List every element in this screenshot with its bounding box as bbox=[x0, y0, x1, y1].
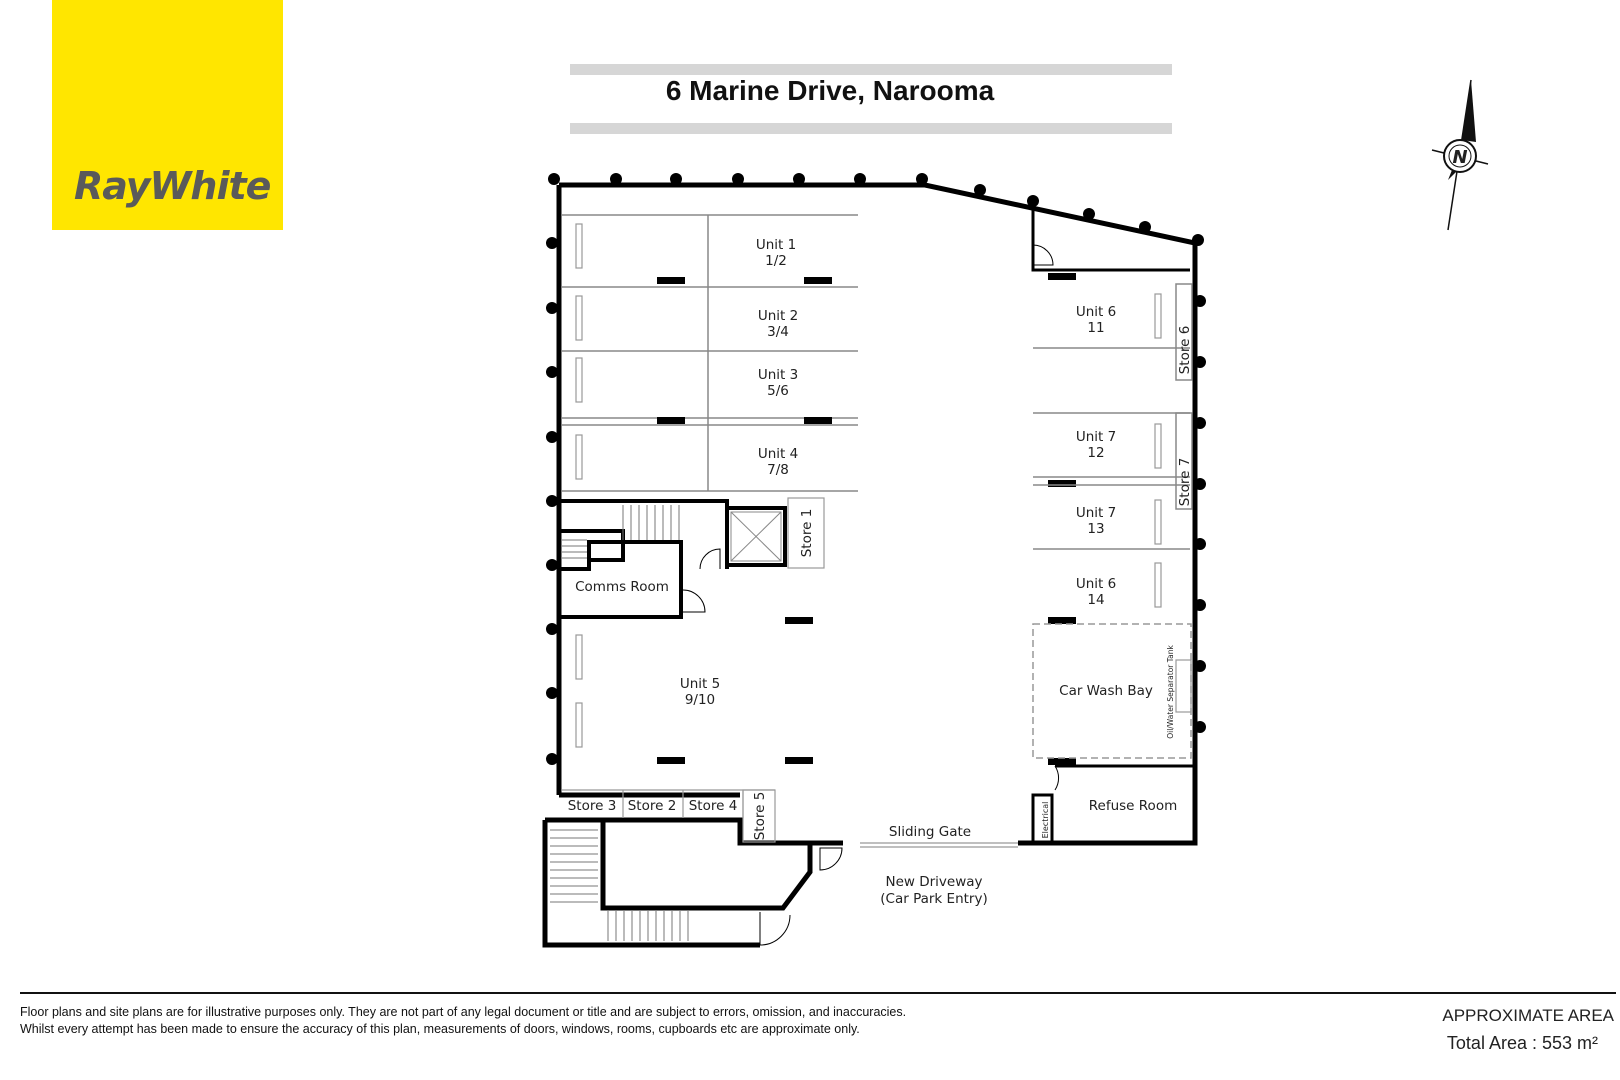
disclaimer bbox=[20, 1004, 906, 1038]
boundary-posts bbox=[546, 173, 1206, 765]
door-swing-icon bbox=[700, 549, 720, 569]
store1-label: Store 1 bbox=[799, 508, 815, 558]
right-top-store-walls bbox=[1033, 198, 1190, 270]
driveway-label: New Driveway bbox=[885, 874, 983, 890]
disclaimer-line-2: Whilst every attempt has been made to ensure the accuracy of this plan, measurements of doors, windows, rooms, cupboards etc are approximate only. bbox=[20, 1022, 860, 1036]
unit2-bays: 3/4 bbox=[767, 324, 789, 340]
room-labels bbox=[568, 237, 1193, 907]
logo-wordmark: RayWhite bbox=[74, 164, 271, 208]
property-title: 6 Marine Drive, Narooma bbox=[665, 75, 995, 106]
unit7a-bays: 12 bbox=[1087, 445, 1105, 461]
door-swing-icon bbox=[683, 590, 705, 612]
unit4-bays: 7/8 bbox=[767, 462, 789, 478]
unit2-name: Unit 2 bbox=[757, 308, 799, 324]
unit5-name: Unit 5 bbox=[679, 676, 721, 692]
door-swing-icon bbox=[1055, 766, 1059, 790]
outer-walls bbox=[545, 185, 1195, 945]
door-swing-icon bbox=[760, 912, 790, 945]
refuse-room-label: Refuse Room bbox=[1088, 798, 1178, 814]
unit6b-bays: 14 bbox=[1087, 592, 1105, 608]
area-heading: APPROXIMATE AREA bbox=[1442, 1006, 1614, 1025]
unit1-name: Unit 1 bbox=[755, 237, 797, 253]
unit3-bays: 5/6 bbox=[767, 383, 789, 399]
unit5-bays: 9/10 bbox=[684, 692, 716, 708]
area-total: Total Area : 553 m² bbox=[1446, 1033, 1598, 1053]
sliding-gate-label: Sliding Gate bbox=[888, 824, 972, 840]
store5-label: Store 5 bbox=[752, 791, 768, 841]
store4-label: Store 4 bbox=[688, 798, 738, 814]
left-bay-lines bbox=[562, 215, 858, 491]
electrical-label: Electrical bbox=[1041, 801, 1050, 839]
core-walls bbox=[559, 501, 785, 617]
unit7a-name: Unit 7 bbox=[1075, 429, 1117, 445]
door-swing-icon bbox=[820, 848, 842, 870]
unit6a-bays: 11 bbox=[1087, 320, 1105, 336]
stair-treads-lower bbox=[550, 830, 688, 941]
compass-label: N bbox=[1452, 147, 1468, 168]
comms-room-label: Comms Room bbox=[575, 579, 669, 595]
driveway-sublabel: (Car Park Entry) bbox=[880, 891, 988, 907]
unit7b-name: Unit 7 bbox=[1075, 505, 1117, 521]
lift-shaft-icon bbox=[731, 512, 781, 561]
footer-divider bbox=[20, 992, 1616, 994]
store7-label: Store 7 bbox=[1177, 457, 1193, 507]
compass-icon bbox=[1432, 80, 1488, 230]
disclaimer-line-1: Floor plans and site plans are for illustrative purposes only. They are not part of any legal document or title and are subject to errors, omission, and inaccuracies. bbox=[20, 1005, 907, 1019]
unit1-bays: 1/2 bbox=[765, 253, 787, 269]
store2-label: Store 2 bbox=[627, 798, 677, 814]
unit6a-name: Unit 6 bbox=[1075, 304, 1117, 320]
store3-label: Store 3 bbox=[567, 798, 617, 814]
separator-tank-label: Oil/Water Separator Tank bbox=[1166, 645, 1175, 739]
unit7b-bays: 13 bbox=[1087, 521, 1105, 537]
store6-label: Store 6 bbox=[1177, 325, 1193, 375]
unit4-name: Unit 4 bbox=[757, 446, 799, 462]
car-wash-label: Car Wash Bay bbox=[1059, 683, 1153, 699]
separator-tank-outline bbox=[1176, 660, 1191, 712]
unit3-name: Unit 3 bbox=[757, 367, 799, 383]
door-swing-icon bbox=[1033, 245, 1053, 265]
unit6b-name: Unit 6 bbox=[1075, 576, 1117, 592]
sliding-gate bbox=[860, 843, 1018, 847]
